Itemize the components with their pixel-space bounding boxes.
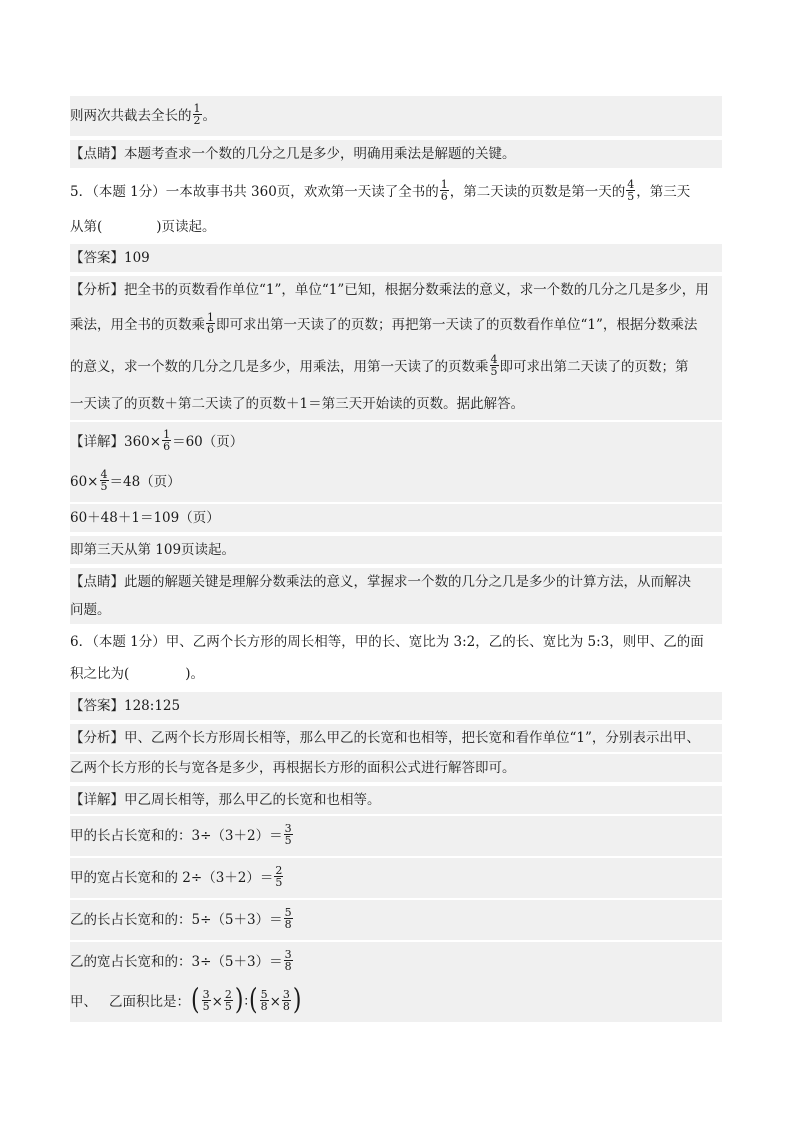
answer-line: 【答案】109 [70,244,722,272]
denominator: 2 [193,114,201,127]
text: )页读起。 [156,219,216,235]
text: 。 [202,108,216,124]
denominator: 5 [100,480,108,493]
text: 甲的宽占长宽和的 2÷（3＋2）＝ [70,870,274,886]
text: ，第二天读的页数是第一天的 [449,184,626,200]
times-sign: × [211,994,223,1010]
text: 即可求出第二天读了的页数；第 [499,359,689,375]
left-paren: ( [191,983,200,1017]
denominator: 5 [284,834,292,847]
text: 甲、 [70,994,97,1010]
fraction [206,312,215,335]
question-5-line2 [70,214,722,240]
key-point-line2: 问题。 [70,596,722,624]
detail-line2 [70,816,722,856]
numerator: 4 [100,468,108,481]
fraction [100,469,109,492]
detail-line4 [70,900,722,940]
numerator: 4 [627,178,635,191]
denominator: 5 [490,365,498,378]
denominator: 6 [207,323,214,336]
numerator: 3 [282,988,290,1001]
fraction [202,989,211,1012]
numerator: 4 [490,353,498,366]
text: 5．（本题 1分）一本故事书共 360页，欢欢第一天读了全书的 [70,184,439,200]
numerator: 3 [284,948,292,961]
numerator: 1 [440,178,448,191]
question-6-line2 [70,660,722,688]
answer-line: 【答案】128:125 [70,692,722,720]
denominator: 8 [284,960,292,973]
line-conclusion [70,96,722,136]
key-point-line: 【点睛】本题考查求一个数的几分之几是多少，明确用乘法是解题的关键。 [70,140,722,168]
detail-line5 [70,942,722,982]
denominator: 5 [224,1000,232,1013]
fraction [284,949,293,972]
right-paren: ) [292,983,302,1017]
key-point-line1: 【点睛】此题的解题关键是理解分数乘法的意义，掌握求一个数的几分之几是多少的计算方法，从而解决 [70,568,722,596]
text: 积之比为( [70,666,130,682]
fraction [193,103,202,126]
numerator: 1 [207,311,214,324]
fraction [282,989,291,1012]
denominator: 5 [275,876,283,889]
numerator: 1 [193,102,201,115]
analysis-line2 [70,304,722,346]
left-paren: ( [249,983,258,1017]
text: 甲的长占长宽和的：3÷（3＋2）＝ [70,828,283,844]
text: 60× [70,474,99,490]
fraction [224,989,233,1012]
ratio-colon: ∶ [244,994,249,1010]
analysis-line1: 【分析】把全书的页数看作单位“1”，单位“1”已知，根据分数乘法的意义，求一个数的几分之几是多少，用 [70,276,722,304]
detail-line1: 【详解】甲乙周长相等，那么甲乙的长宽和也相等。 [70,786,722,814]
numerator: 2 [224,988,232,1001]
fraction [440,179,449,202]
numerator: 1 [163,428,171,441]
fraction [162,429,171,452]
fraction [260,989,269,1012]
numerator: 5 [284,906,292,919]
text: )。 [185,666,205,682]
fraction [284,907,293,930]
detail-line3: 60＋48＋1＝109（页） [70,504,722,532]
right-paren: ) [234,983,244,1017]
denominator: 8 [284,918,292,931]
fraction [274,865,283,888]
detail-line6 [70,982,722,1022]
text: 乙的长占长宽和的：5÷（5＋3）＝ [70,912,283,928]
denominator: 5 [627,190,635,203]
detail-line3 [70,858,722,898]
numerator: 3 [202,988,210,1001]
detail-line1 [70,422,722,462]
detail-line2 [70,462,722,502]
numerator: 3 [284,822,292,835]
text: ，第三天 [636,184,691,200]
text: 乙面积比是： [109,994,190,1010]
denominator: 8 [260,1000,268,1013]
denominator: 8 [282,1000,290,1013]
text: 从第( [70,219,103,235]
fraction [626,179,635,202]
question-5-line1 [70,172,722,212]
times-sign: × [269,994,281,1010]
numerator: 5 [260,988,268,1001]
denominator: 5 [202,1000,210,1013]
numerator: 2 [275,864,283,877]
fraction [490,354,499,377]
text: 乘法，用全书的页数乘 [70,317,205,333]
analysis-line2: 乙两个长方形的长与宽各是多少，再根据长方形的面积公式进行解答即可。 [70,754,722,782]
text: 的意义，求一个数的几分之几是多少，用乘法，用第一天读了的页数乘 [70,359,489,375]
text: ＝48（页） [109,474,181,490]
text: 乙的宽占长宽和的：3÷（5＋3）＝ [70,954,283,970]
analysis-line3 [70,346,722,388]
question-6-line1: 6．（本题 1分）甲、乙两个长方形的周长相等，甲的长、宽比为 3:2，乙的长、宽比为 5:3，则甲、乙的面 [70,634,704,650]
analysis-line1: 【分析】甲、乙两个长方形周长相等，那么甲乙的长宽和也相等，把长宽和看作单位“1”，分别表示出甲、 [70,724,722,752]
denominator: 6 [163,440,171,453]
denominator: 6 [440,190,448,203]
text: ＝60（页） [172,434,244,450]
text: 【详解】360× [70,434,162,450]
analysis-line4: 一天读了的页数＋第二天读了的页数＋1＝第三天开始读的页数。据此解答。 [70,388,722,420]
text: 则两次共截去全长的 [70,108,192,124]
text: 即可求出第一天读了的页数；再把第一天读了的页数看作单位“1”，根据分数乘法 [216,317,698,333]
fraction [284,823,293,846]
detail-line4: 即第三天从第 109页读起。 [70,536,722,564]
